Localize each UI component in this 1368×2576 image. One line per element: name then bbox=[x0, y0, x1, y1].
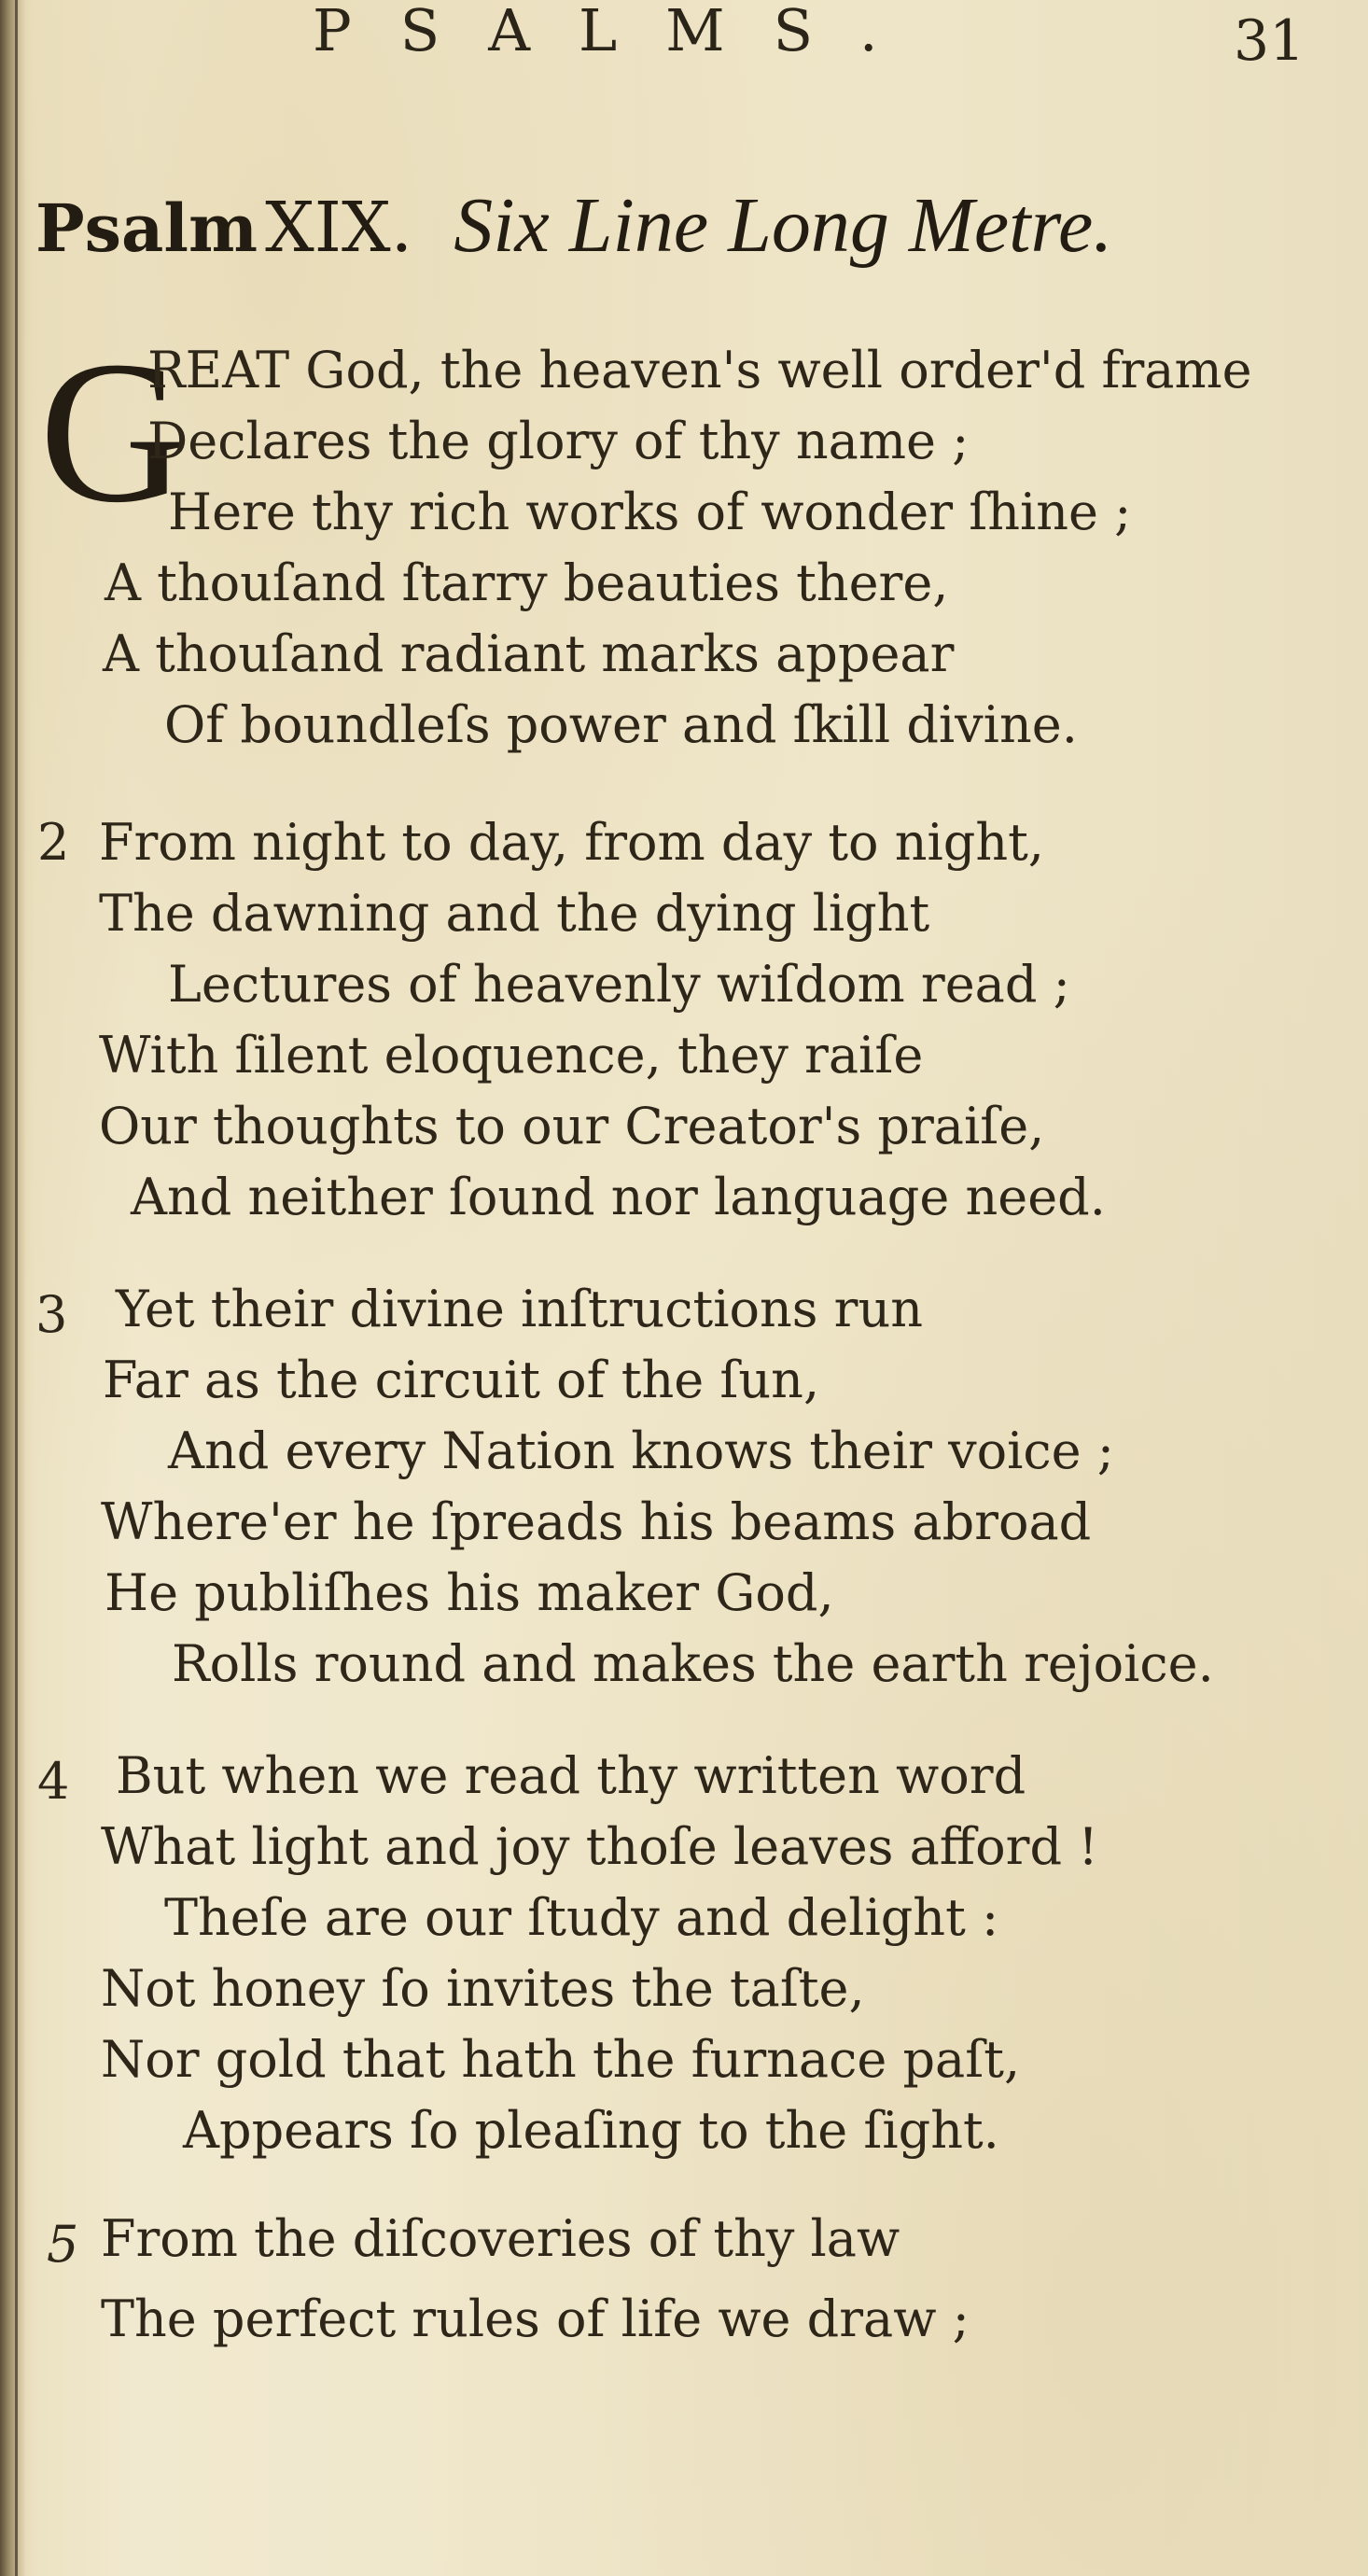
verse-line: Our thoughts to our Creator's praiſe, bbox=[99, 1097, 1045, 1155]
stanza-number: 5 bbox=[47, 2215, 79, 2274]
verse-line: And neither ſound nor language need. bbox=[131, 1168, 1106, 1226]
verse-line: What light and joy thoſe leaves afford ! bbox=[101, 1817, 1098, 1876]
verse-line: But when we read thy written word bbox=[116, 1746, 1026, 1805]
stanza-number: 3 bbox=[35, 1285, 68, 1344]
verse-line: Not honey ſo invites the taſte, bbox=[101, 1959, 865, 2018]
verse-line: Theſe are our ſtudy and delight : bbox=[164, 1888, 999, 1947]
verse-line: Nor gold that hath the furnace paſt, bbox=[101, 2030, 1021, 2089]
psalm-number: XIX. bbox=[265, 188, 413, 268]
psalm-meter: Six Line Long Metre. bbox=[454, 182, 1113, 269]
psalm-title bbox=[35, 182, 1113, 269]
verse-line: Yet their divine inſtructions run bbox=[116, 1280, 924, 1338]
verse-line: Where'er he ſpreads his beams abroad bbox=[101, 1492, 1092, 1551]
drop-cap: G bbox=[39, 320, 187, 545]
verse-line: Appears ſo pleaſing to the ſight. bbox=[183, 2101, 999, 2160]
verse-line: From the diſcoveries of thy law bbox=[101, 2209, 900, 2268]
verse-line: Far as the circuit of the ſun, bbox=[103, 1351, 820, 1409]
verse-line: With ſilent eloquence, they raiſe bbox=[99, 1026, 924, 1085]
stanza-number: 2 bbox=[37, 813, 70, 872]
verse-line: The perfect rules of life we draw ; bbox=[101, 2289, 970, 2348]
running-head: PSALMS. bbox=[313, 0, 927, 64]
verse-line: Here thy rich works of wonder ſhine ; bbox=[168, 483, 1132, 541]
verse-line: Lectures of heavenly wiſdom read ; bbox=[168, 955, 1070, 1014]
page-binding-shadow bbox=[0, 0, 26, 2576]
verse-line: Rolls round and makes the earth rejoice. bbox=[172, 1634, 1214, 1693]
verse-line: From night to day, from day to night, bbox=[99, 813, 1044, 872]
verse-line: The dawning and the dying light bbox=[99, 884, 930, 943]
verse-line: REAT God, the heaven's well order'd frame bbox=[147, 341, 1252, 399]
psalm-label: Psalm bbox=[35, 189, 258, 267]
page-number: 31 bbox=[1234, 8, 1305, 74]
page-binding-edge bbox=[15, 0, 18, 2576]
verse-line: Declares the glory of thy name ; bbox=[147, 412, 970, 470]
verse-line: Of boundleſs power and ſkill divine. bbox=[164, 695, 1078, 754]
verse-line: And every Nation knows their voice ; bbox=[168, 1421, 1114, 1480]
verse-line: A thouſand ſtarry beauties there, bbox=[105, 553, 949, 612]
verse-line: He publiſhes his maker God, bbox=[105, 1563, 834, 1622]
verse-line: A thouſand radiant marks appear bbox=[103, 624, 955, 683]
stanza-number: 4 bbox=[37, 1752, 70, 1811]
